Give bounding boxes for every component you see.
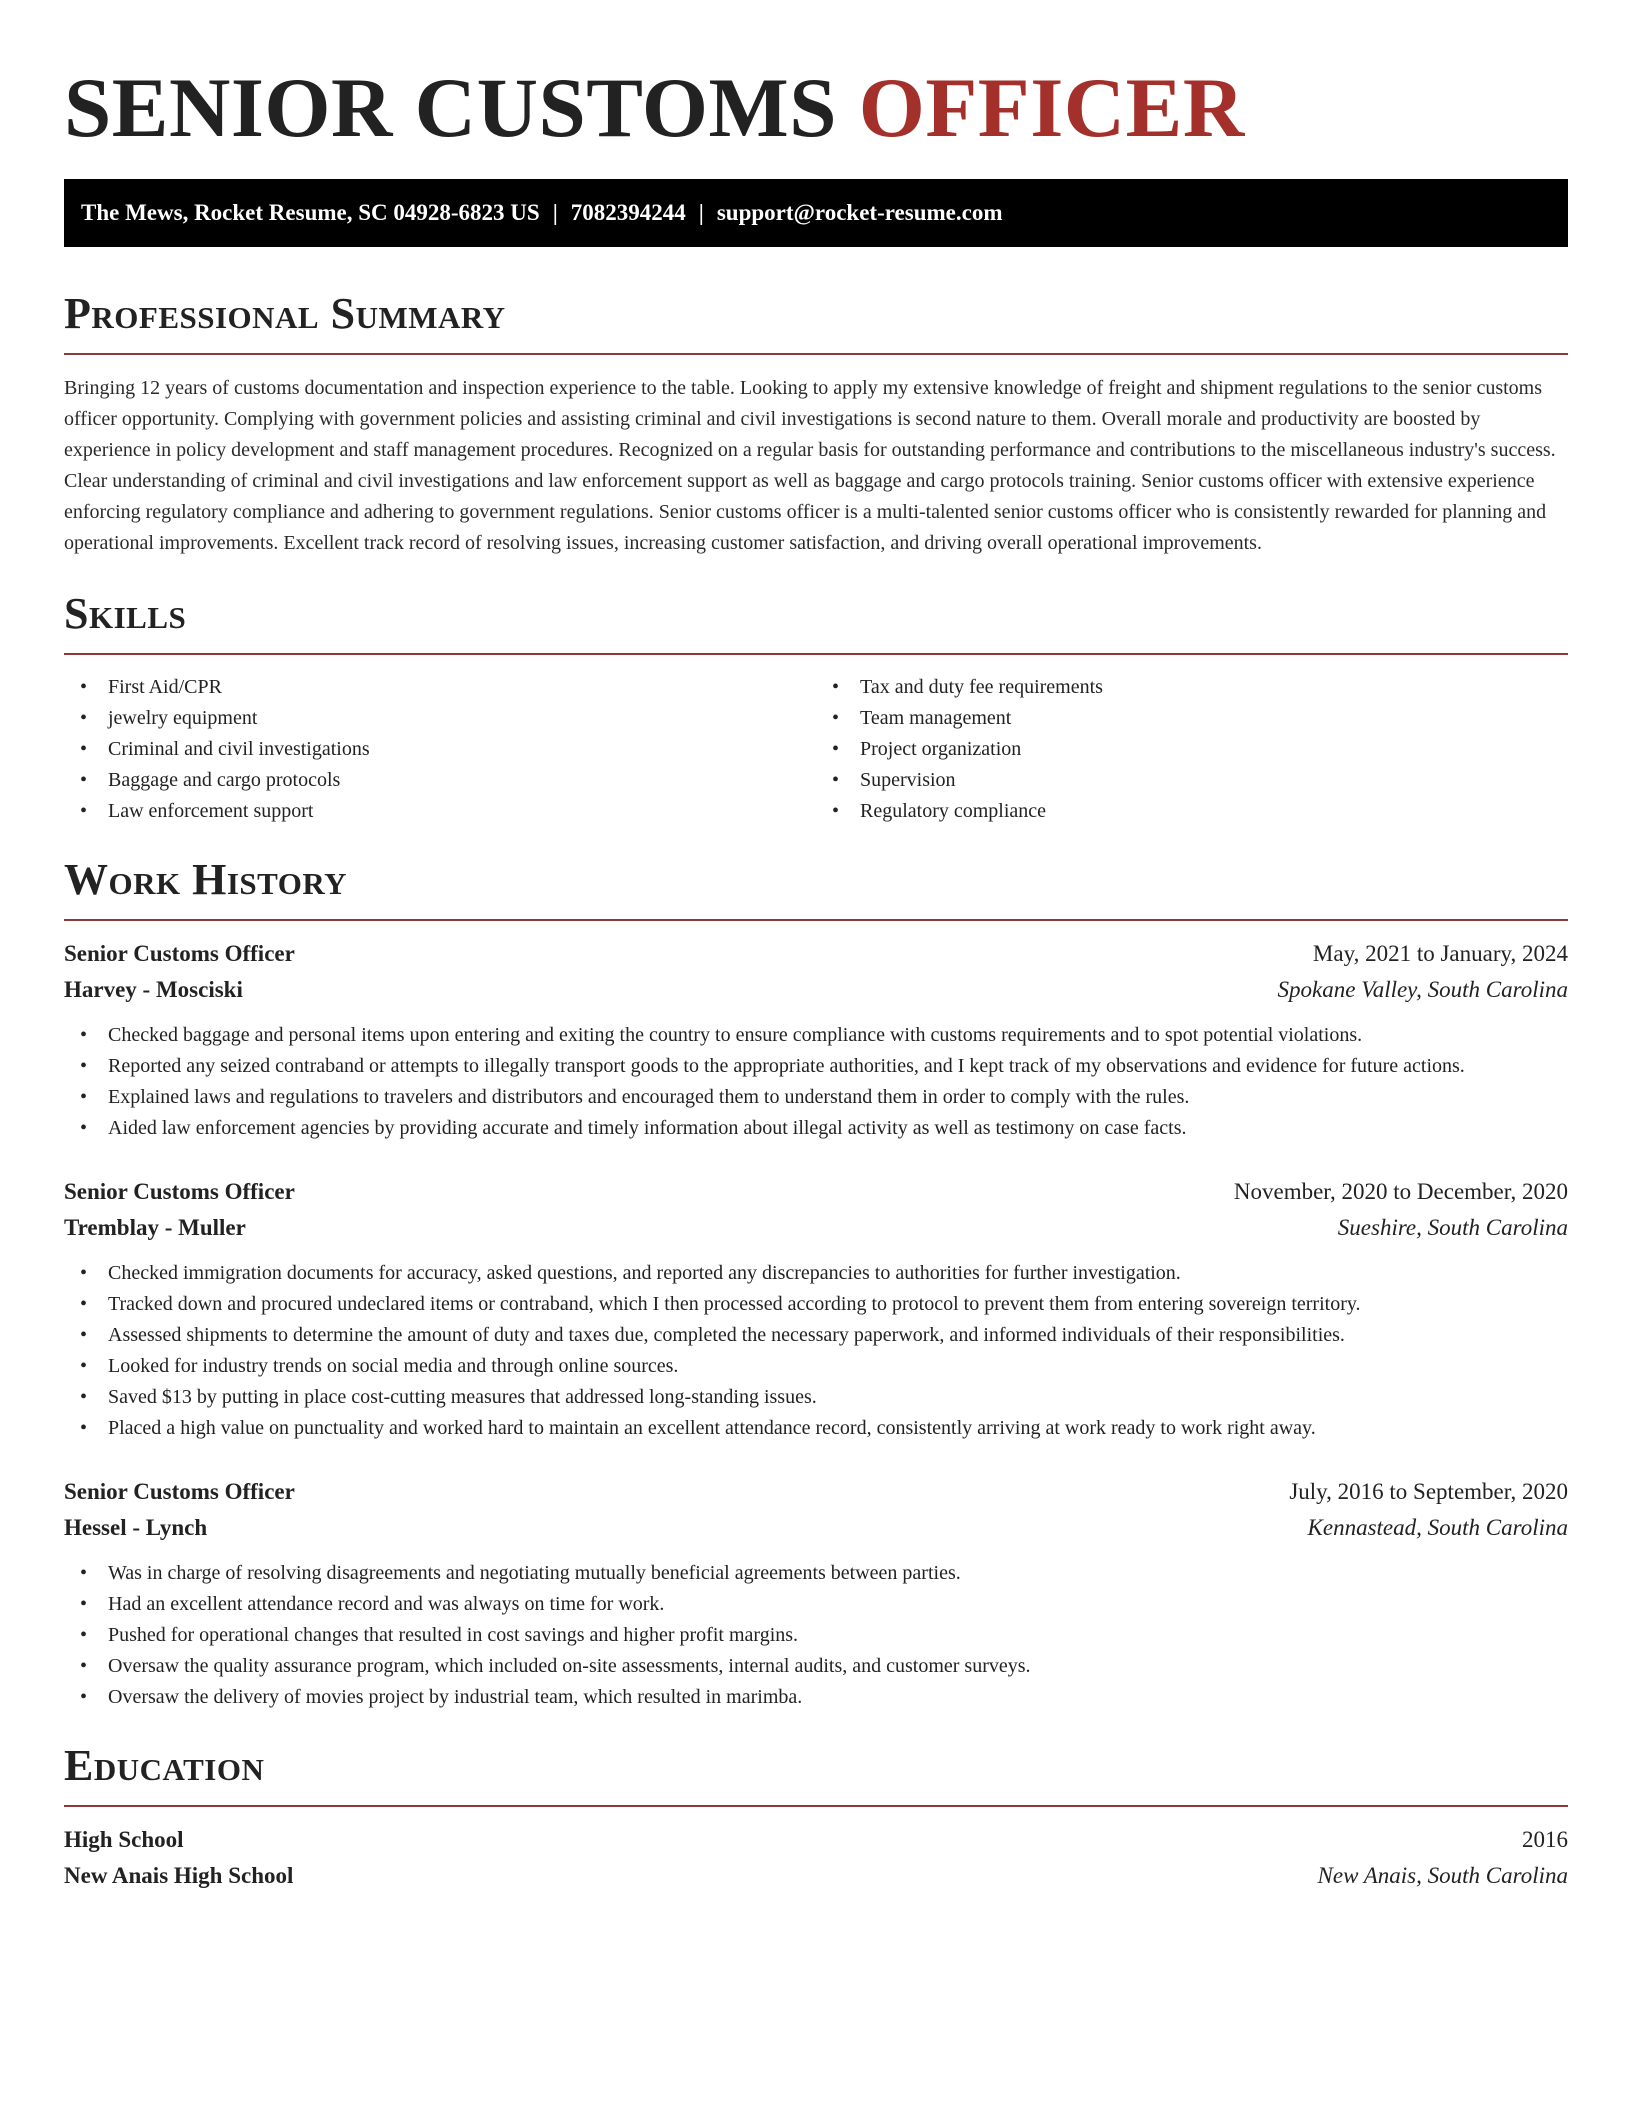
skill-item: • jewelry equipment bbox=[64, 703, 816, 734]
contact-separator: | bbox=[698, 200, 704, 225]
job-bullet: • Checked baggage and personal items upon entering and exiting the country to ensure compliance with customs requirements and to spot potential violations. bbox=[64, 1020, 1568, 1051]
job-location: Spokane Valley, South Carolina bbox=[1277, 977, 1568, 1002]
contact-separator: | bbox=[552, 200, 558, 225]
skill-item: • Project organization bbox=[816, 734, 1568, 765]
skill-item: • Team management bbox=[816, 703, 1568, 734]
job-title: Senior Customs Officer bbox=[64, 941, 295, 966]
section-title-work: Work History bbox=[64, 855, 1568, 921]
education-school: New Anais High School bbox=[64, 1863, 294, 1888]
education-section bbox=[64, 1741, 1568, 1894]
skill-item: • Tax and duty fee requirements bbox=[816, 672, 1568, 703]
job-bullets bbox=[64, 1258, 1568, 1444]
job-title: Senior Customs Officer bbox=[64, 1179, 295, 1204]
job-company: Harvey - Mosciski bbox=[64, 977, 243, 1002]
contact-phone[interactable]: 7082394244 bbox=[570, 200, 686, 225]
job-bullet: • Looked for industry trends on social media and through online sources. bbox=[64, 1351, 1568, 1382]
skills-column-left bbox=[64, 672, 816, 827]
skill-item: • Baggage and cargo protocols bbox=[64, 765, 816, 796]
contact-email[interactable]: support@rocket-resume.com bbox=[716, 200, 1003, 225]
education-degree: High School bbox=[64, 1827, 184, 1852]
contact-bar bbox=[64, 179, 1568, 247]
job-bullet: • Checked immigration documents for accuracy, asked questions, and reported any discrepancies to authorities for further investigation. bbox=[64, 1258, 1568, 1289]
name-accent: OFFICER bbox=[858, 61, 1245, 155]
job-bullets bbox=[64, 1558, 1568, 1713]
section-title-summary: Professional Summary bbox=[64, 289, 1568, 355]
job-dates: May, 2021 to January, 2024 bbox=[1312, 941, 1568, 966]
work-section bbox=[64, 855, 1568, 1713]
skills-section bbox=[64, 589, 1568, 827]
education-year: 2016 bbox=[1522, 1827, 1568, 1852]
skills-list bbox=[64, 672, 1568, 827]
job-bullet: • Placed a high value on punctuality and worked hard to maintain an excellent attendance record, consistently arriving at work ready to work right away. bbox=[64, 1413, 1568, 1444]
job-title: Senior Customs Officer bbox=[64, 1479, 295, 1504]
section-title-skills: Skills bbox=[64, 589, 1568, 655]
job-bullet: • Explained laws and regulations to travelers and distributors and encouraged them to understand them in order to comply with the rules. bbox=[64, 1082, 1568, 1113]
skill-item: • First Aid/CPR bbox=[64, 672, 816, 703]
job-location: Kennastead, South Carolina bbox=[1307, 1515, 1568, 1540]
job-bullet: • Pushed for operational changes that resulted in cost savings and higher profit margins. bbox=[64, 1620, 1568, 1651]
job-bullet: • Was in charge of resolving disagreements and negotiating mutually beneficial agreements between parties. bbox=[64, 1558, 1568, 1589]
skill-item: • Regulatory compliance bbox=[816, 796, 1568, 827]
summary-section bbox=[64, 289, 1568, 559]
job-location: Sueshire, South Carolina bbox=[1337, 1215, 1568, 1240]
section-title-education: Education bbox=[64, 1741, 1568, 1807]
education-location: New Anais, South Carolina bbox=[1317, 1863, 1568, 1888]
job-bullet: • Assessed shipments to determine the amount of duty and taxes due, completed the necessary paperwork, and informed individuals of their responsibilities. bbox=[64, 1320, 1568, 1351]
contact-address: The Mews, Rocket Resume, SC 04928-6823 US bbox=[81, 200, 540, 225]
job-bullet: • Saved $13 by putting in place cost-cutting measures that addressed long-standing issues. bbox=[64, 1382, 1568, 1413]
education-entry bbox=[64, 1822, 1568, 1894]
skill-item: • Law enforcement support bbox=[64, 796, 816, 827]
job-bullet: • Oversaw the quality assurance program, which included on-site assessments, internal audits, and customer surveys. bbox=[64, 1651, 1568, 1682]
job-company: Tremblay - Muller bbox=[64, 1215, 246, 1240]
skill-item: • Supervision bbox=[816, 765, 1568, 796]
job-entry bbox=[64, 936, 1568, 1144]
job-bullet: • Oversaw the delivery of movies project by industrial team, which resulted in marimba. bbox=[64, 1682, 1568, 1713]
job-company: Hessel - Lynch bbox=[64, 1515, 208, 1540]
job-bullet: • Reported any seized contraband or attempts to illegally transport goods to the appropriate authorities, and I kept track of my observations and evidence for future actions. bbox=[64, 1051, 1568, 1082]
summary-text: Bringing 12 years of customs documentation and inspection experience to the table. Looking to apply my extensive knowledge of freight and shipment regulations to the senior customs officer opportunity. Complying with government policies and assisting criminal and civil investigations is second nature to them. Overall morale and productivity are boosted by experience in policy development and staff management procedures. Recognized on a regular basis for outstanding performance and contributions to the miscellaneous industry's success. Clear understanding of criminal and civil investigations and law enforcement support as well as baggage and cargo protocols training. Senior customs officer with extensive experience enforcing regulatory compliance and adhering to government regulations. Senior customs officer is a multi-talented senior customs officer who is consistently rewarded for planning and operational improvements. Excellent track record of resolving issues, increasing customer satisfaction, and driving overall operational improvements. bbox=[64, 377, 1556, 554]
job-bullet: • Aided law enforcement agencies by providing accurate and timely information about illegal activity as well as testimony on case facts. bbox=[64, 1113, 1568, 1144]
skill-item: • Criminal and civil investigations bbox=[64, 734, 816, 765]
job-bullet: • Tracked down and procured undeclared items or contraband, which I then processed according to protocol to prevent them from entering sovereign territory. bbox=[64, 1289, 1568, 1320]
resume-name bbox=[64, 60, 1568, 156]
skills-column-right bbox=[816, 672, 1568, 827]
job-bullets bbox=[64, 1020, 1568, 1144]
job-entry bbox=[64, 1174, 1568, 1444]
job-bullet: • Had an excellent attendance record and was always on time for work. bbox=[64, 1589, 1568, 1620]
job-entry bbox=[64, 1474, 1568, 1713]
job-dates: November, 2020 to December, 2020 bbox=[1233, 1179, 1568, 1204]
name-primary: SENIOR CUSTOMS bbox=[64, 61, 837, 155]
job-dates: July, 2016 to September, 2020 bbox=[1289, 1479, 1568, 1504]
